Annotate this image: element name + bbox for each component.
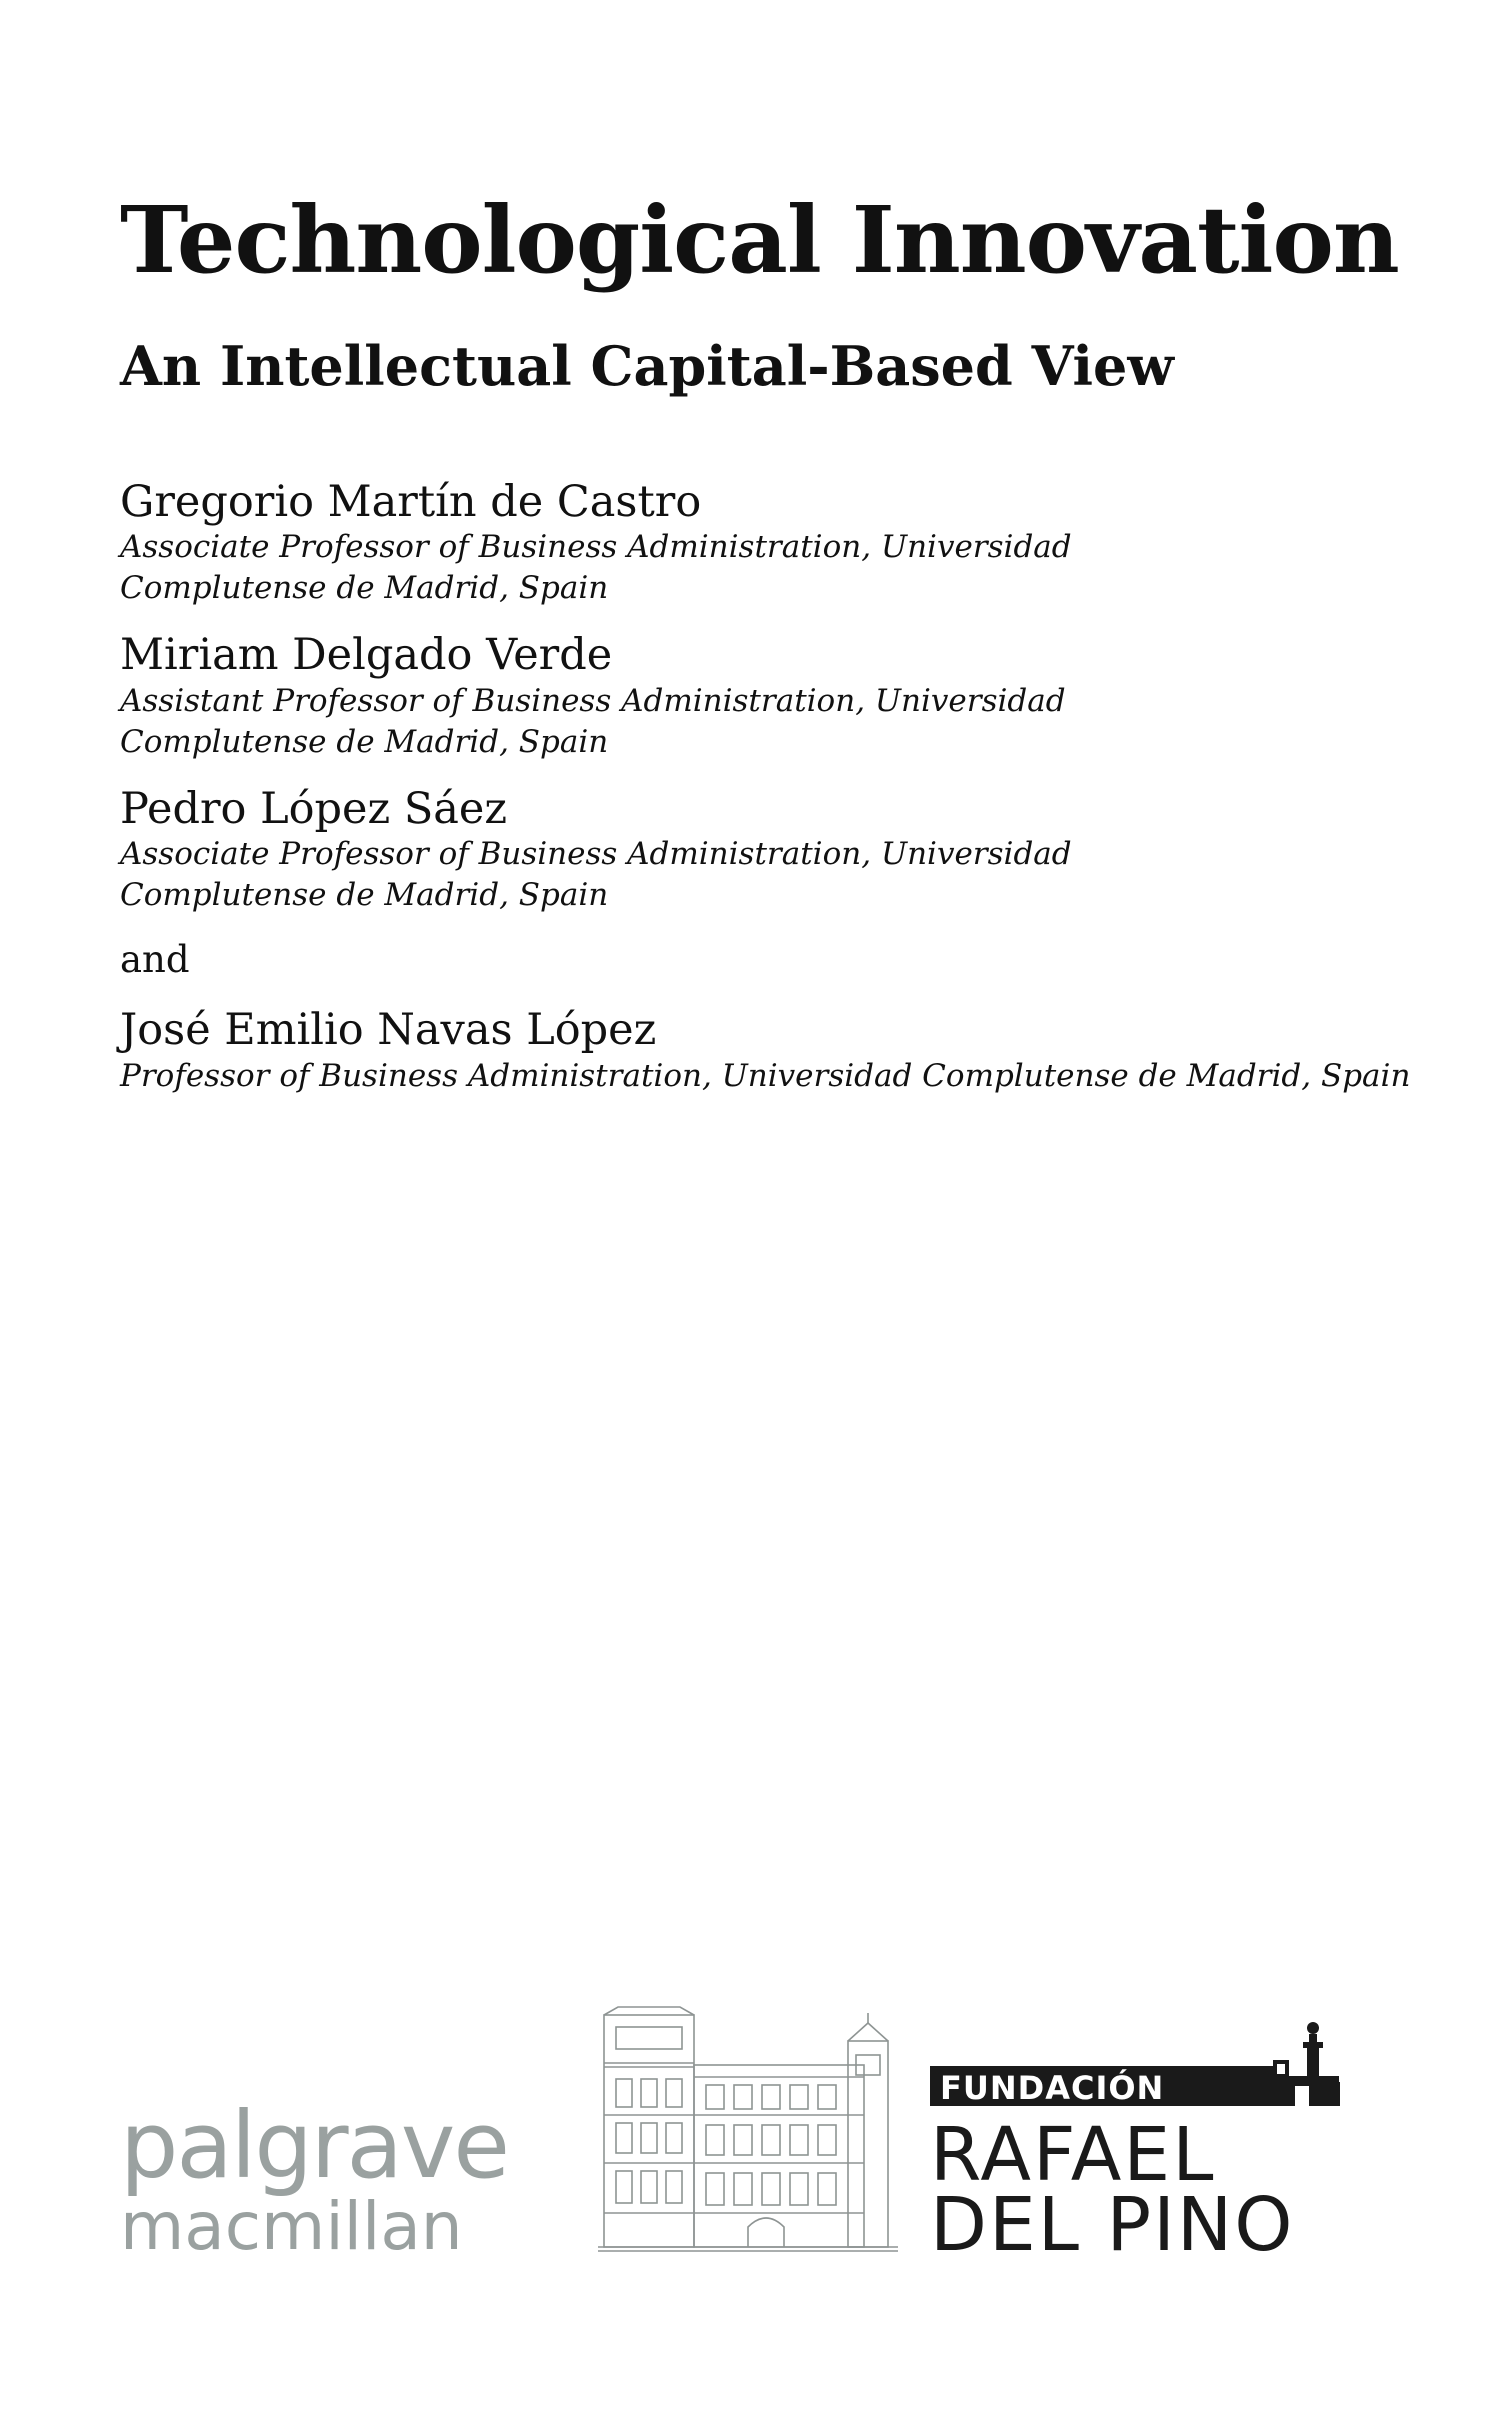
foundation-name-line2: DEL PINO [930,2182,1295,2268]
author-entry [120,785,1380,916]
building-illustration-icon [598,2005,898,2255]
author-affiliation: Associate Professor of Business Administration, Universidad Complutense de Madrid, Spain [120,529,1072,607]
author-name: José Emilio Navas López [120,1005,657,1056]
foundation-name-line1: RAFAEL [930,2112,1216,2198]
author-entry [120,631,1380,762]
author-affiliation: Professor of Business Administration, Universidad Complutense de Madrid, Spain [120,1057,1411,1094]
book-subtitle: An Intellectual Capital-Based View [120,334,1174,398]
author-list [120,477,1411,1118]
author-name: Pedro López Sáez [120,783,508,834]
author-conjunction: and [120,937,190,981]
author-affiliation: Associate Professor of Business Administration, Universidad Complutense de Madrid, Spain [120,835,1072,913]
book-title: Technological Innovation [120,186,1399,294]
author-affiliation: Assistant Professor of Business Administration, Universidad Complutense de Madrid, Spain [120,682,1066,760]
author-entry [120,1005,1411,1096]
publisher-name-line2: macmillan [120,2188,463,2265]
palgrave-macmillan-logo [120,2092,508,2265]
author-entry [120,478,1380,609]
foundation-label: FUNDACIÓN [940,2069,1165,2107]
fundacion-rafael-del-pino-logo [930,2020,1330,2268]
author-name: Miriam Delgado Verde [120,630,613,681]
building-emblem-icon [1265,2020,1340,2110]
author-name: Gregorio Martín de Castro [120,477,702,527]
publisher-name-line1: palgrave [120,2092,508,2199]
